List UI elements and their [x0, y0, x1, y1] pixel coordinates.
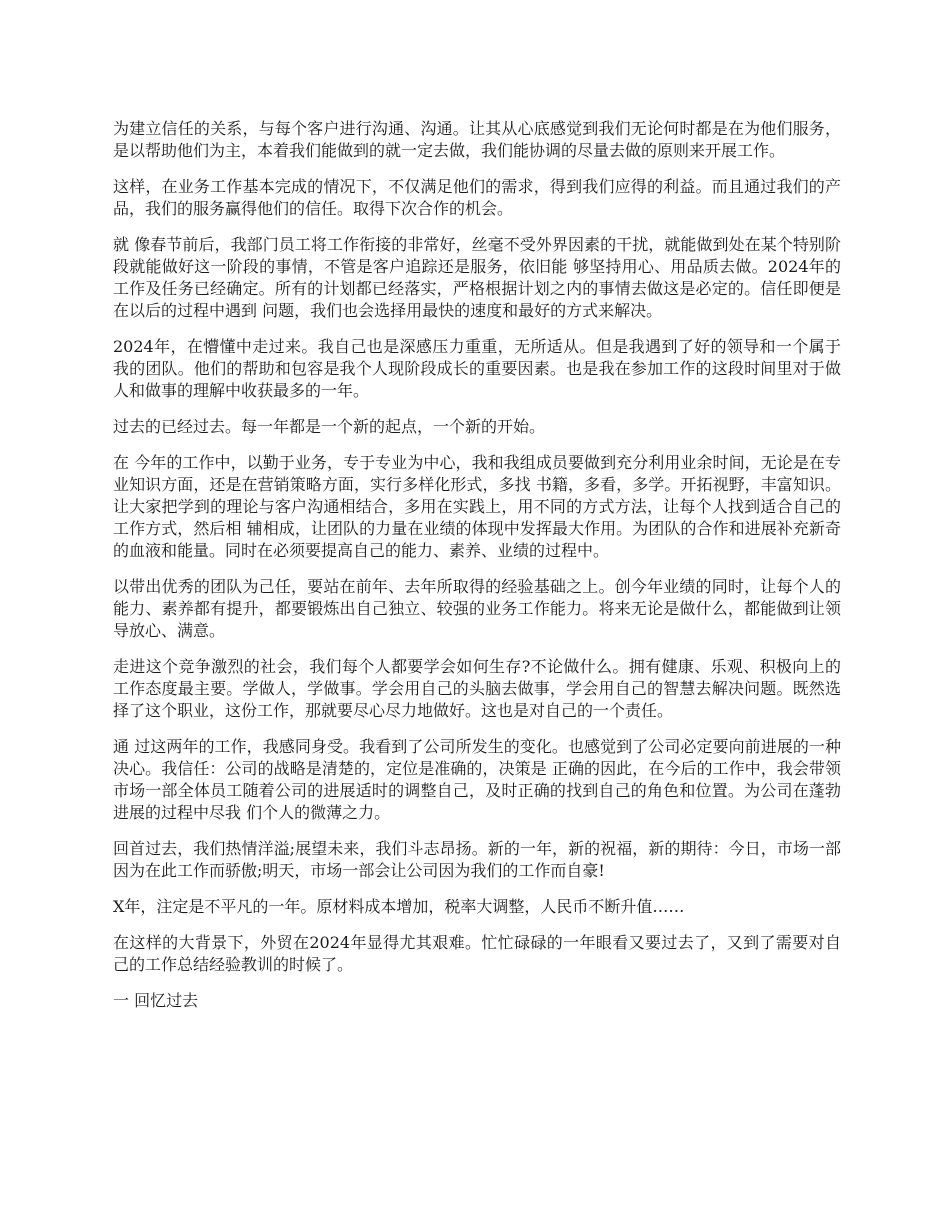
paragraph-6: 在 今年的工作中，以勤于业务，专于专业为中心，我和我组成员要做到充分利用业余时间，无论是在专业知识方面，还是在营销策略方面，实行多样化形式，多找 书籍，多看，多学。开拓视野，丰富知识。让大家把学到的理论与客户沟通相结合，多用在实践上，用不同的方式方法，让每个人找到适合自己的工作方式，然后相 辅相成，让团队的力量在业绩的体现中发挥最大作用。为团队的合作和进展补充新奇的血液和能量。同时在必须要提高自己的能力、素养、业绩的过程中。 — [113, 453, 841, 560]
section-heading: 一 回忆过去 — [113, 991, 199, 1010]
paragraph-1: 为建立信任的关系，与每个客户进行沟通、沟通。让其从心底感觉到我们无论何时都是在为他们服务，是以帮助他们为主，本着我们能做到的就一定去做，我们能协调的尽量去做的原则来开展工作。 — [113, 119, 841, 160]
paragraph-5: 过去的已经过去。每一年都是一个新的起点，一个新的开始。 — [113, 417, 546, 436]
document-body — [113, 118, 841, 1026]
paragraph-8: 走进这个竞争激烈的社会，我们每个人都要学会如何生存?不论做什么。拥有健康、乐观、积极向上的工作态度最主要。学做人，学做事。学会用自己的头脑去做事，学会用自己的智慧去解决问题。既然选择了这个职业，这份工作，那就要尽心尽力地做好。这也是对自己的一个责任。 — [113, 657, 841, 720]
paragraph-9: 通 过这两年的工作，我感同身受。我看到了公司所发生的变化。也感觉到了公司必定要向前进展的一种决心。我信任：公司的战略是清楚的，定位是准确的，决策是 正确的因此，在今后的工作中，我会带领市场一部全体员工随着公司的进展适时的调整自己，及时正确的找到自己的角色和位置。为公司在蓬勃进展的过程中尽我 们个人的微薄之力。 — [113, 737, 841, 822]
paragraph-3: 就 像春节前后，我部门员工将工作衔接的非常好，丝毫不受外界因素的干扰，就能做到处在某个特别阶段就能做好这一阶段的事情，不管是客户追踪还是服务，依旧能 够坚持用心、用品质去做。2024年的工作及任务已经确定。所有的计划都已经落实，严格根据计划之内的事情去做这是必定的。信任即便是在以后的过程中遇到 问题，我们也会选择用最快的速度和最好的方式来解决。 — [113, 235, 841, 320]
paragraph-2: 这样，在业务工作基本完成的情况下，不仅满足他们的需求，得到我们应得的利益。而且通过我们的产品，我们的服务赢得他们的信任。取得下次合作的机会。 — [113, 177, 841, 218]
paragraph-4: 2024年，在懵懂中走过来。我自己也是深感压力重重，无所适从。但是我遇到了好的领导和一个属于我的团队。他们的帮助和包容是我个人现阶段成长的重要因素。也是我在参加工作的这段时间里对于做人和做事的理解中收获最多的一年。 — [113, 337, 841, 400]
paragraph-7: 以带出优秀的团队为己任，要站在前年、去年所取得的经验基础之上。创今年业绩的同时，让每个人的能力、素养都有提升，都要锻炼出自己独立、较强的业务工作能力。将来无论是做什么，都能做到让领导放心、满意。 — [113, 577, 841, 640]
paragraph-10: 回首过去，我们热情洋溢;展望未来，我们斗志昂扬。新的一年，新的祝福，新的期待：今日，市场一部因为在此工作而骄傲;明天，市场一部会让公司因为我们的工作而自豪! — [113, 839, 841, 880]
paragraph-12: 在这样的大背景下，外贸在2024年显得尤其艰难。忙忙碌碌的一年眼看又要过去了，又到了需要对自己的工作总结经验教训的时候了。 — [113, 933, 841, 974]
paragraph-11: X年，注定是不平凡的一年。原材料成本增加，税率大调整，人民币不断升值…… — [113, 897, 685, 916]
